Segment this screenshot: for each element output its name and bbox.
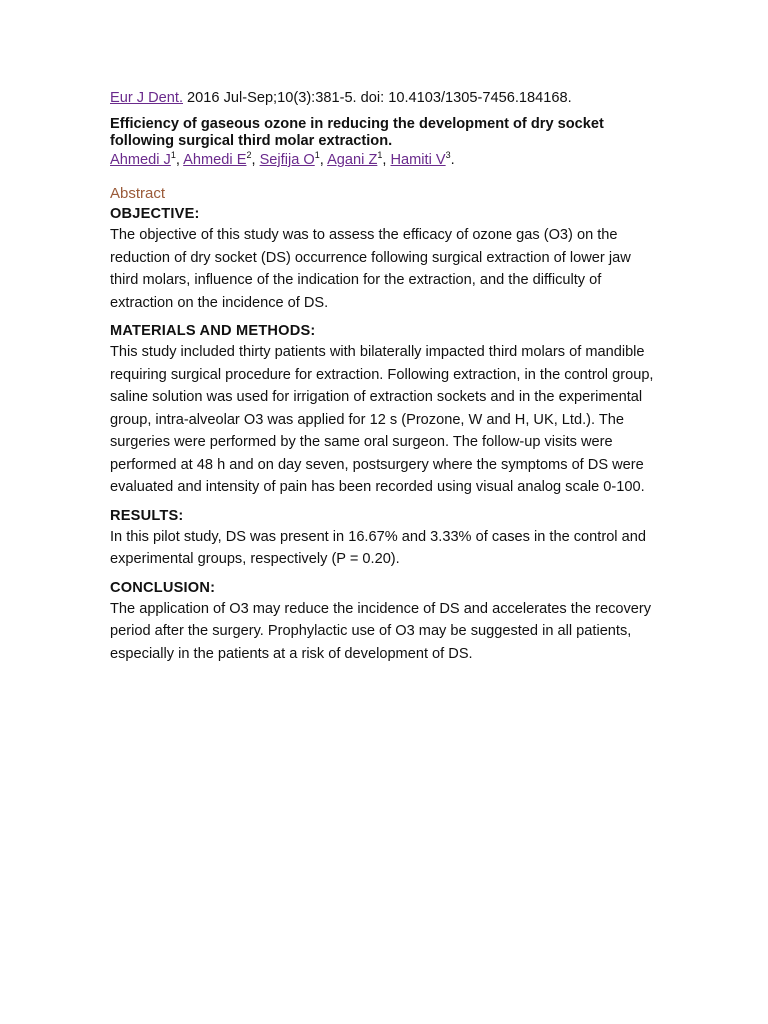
- results-text: In this pilot study, DS was present in 16.67% and 3.33% of cases in the control and experimental groups, respectively (P = 0.20).: [110, 528, 646, 567]
- article-title: Efficiency of gaseous ozone in reducing the development of dry socket following surgical third molar extraction.: [110, 116, 604, 149]
- author-link-3[interactable]: Sejfija O: [259, 152, 315, 168]
- methods-heading: MATERIALS AND METHODS:: [110, 323, 316, 339]
- citation-details: 2016 Jul-Sep;10(3):381-5. doi: 10.4103/1305-7456.184168.: [183, 90, 572, 106]
- journal-link[interactable]: Eur J Dent.: [110, 90, 183, 106]
- results-heading: RESULTS:: [110, 507, 184, 524]
- author-link-2[interactable]: Ahmedi E: [183, 152, 247, 168]
- author-link-4[interactable]: Agani Z: [327, 152, 378, 168]
- author-link-5[interactable]: Hamiti V: [390, 152, 446, 168]
- author-link-1[interactable]: Ahmedi J: [110, 152, 171, 168]
- author-affiliation-3: 1: [314, 150, 320, 160]
- author-affiliation-1: 1: [170, 150, 176, 160]
- author-affiliation-4: 1: [377, 150, 383, 160]
- objective-text: The objective of this study was to assess the efficacy of ozone gas (O3) on the reduction of dry socket (DS) occurrence following surgical extraction of lower jaw third molars, influence of the indication for the extraction, and the difficulty of extraction on the incidence of DS.: [110, 227, 631, 311]
- conclusion-heading: CONCLUSION:: [110, 579, 216, 596]
- methods-text: This study included thirty patients with bilaterally impacted third molars of mandible requiring surgical procedure for extraction. Following extraction, in the control group, saline solution was used for irrigation of extraction sockets and in the experimental group, intra-alveolar O3 was applied for 12 s (Prozone, W and H, UK, Ltd.). The surgeries were performed by the same oral surgeon. The follow-up visits were performed at 48 h and on day seven, postsurgery where the symptoms of DS were evaluated and intensity of pain has been recorded using visual analog scale 0-100.: [110, 344, 654, 495]
- objective-heading: OBJECTIVE:: [110, 206, 200, 222]
- citation-line: [110, 88, 655, 108]
- author-list: Ahmedi $J^1$, Ahmedi $E^2$, Sejfija $O^1$, Agani $Z^1$, Hamiti $V^3$.: [110, 150, 455, 168]
- abstract-label: Abstract: [110, 185, 166, 202]
- conclusion-text: The application of O3 may reduce the incidence of DS and accelerates the recovery period after the surgery. Prophylactic use of O3 may be suggested in all patients, especially in the patients at a risk of development of DS.: [110, 600, 652, 662]
- author-affiliation-5: 3: [445, 150, 451, 160]
- abstract-content: [110, 88, 655, 672]
- author-affiliation-2: 2: [246, 150, 252, 160]
